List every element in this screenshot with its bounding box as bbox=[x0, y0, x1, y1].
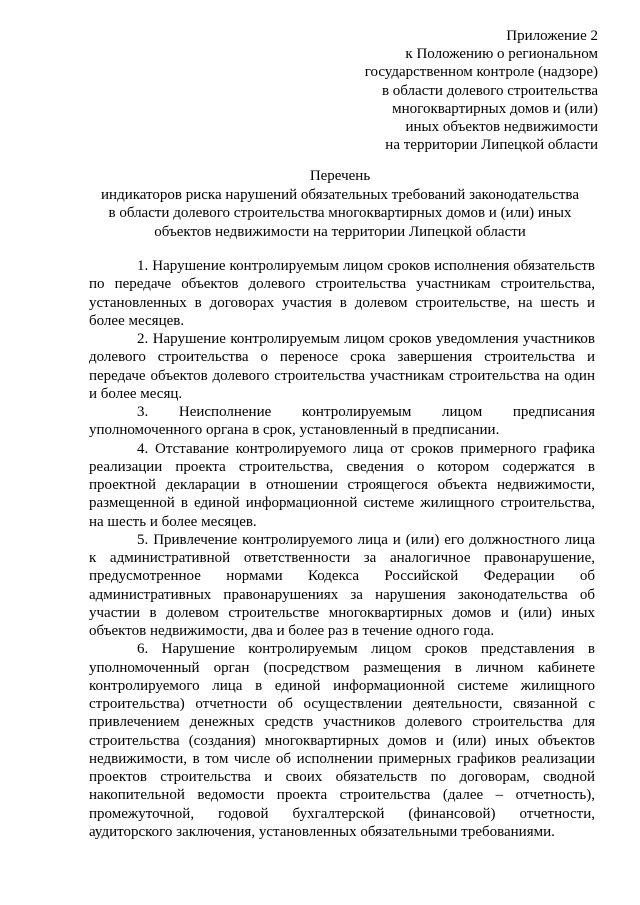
appendix-line: Приложение 2 bbox=[506, 28, 598, 44]
appendix-line: в области долевого строительства bbox=[381, 82, 598, 99]
appendix-line: иных объектов недвижимости bbox=[405, 119, 598, 136]
appendix-line: государственном контроле (надзоре) bbox=[364, 64, 598, 81]
indicator-item-5: 5. Привлечение контролируемого лица и (или) его должностного лица к административной ответственности за аналогичное правонарушение, предусмотренное нормами Кодекса Российской Федерации об административных правонарушениях за нарушения законодательства об участии в долевом строительстве многоквартирных домов и (или) иных объектов недвижимости, два и более раз в течение одного года. bbox=[89, 531, 595, 639]
document-title bbox=[60, 167, 620, 241]
title-line: Перечень bbox=[309, 168, 371, 184]
indicator-item-1: 1. Нарушение контролируемым лицом сроков исполнения обязательств по передаче объектов долевого строительства участникам строительства, установленных в договорах участия в долевом строительстве, на шесть и более месяцев. bbox=[89, 258, 595, 329]
title-line: индикаторов риска нарушений обязательных требований законодательства bbox=[101, 186, 579, 203]
indicator-item-2: 2. Нарушение контролируемым лицом сроков уведомления участников долевого строительства о переносе срока завершения строительства и передаче объектов долевого строительства участникам строительства на один и более месяц. bbox=[89, 331, 595, 402]
appendix-line: к Положению о региональном bbox=[405, 46, 598, 63]
indicator-item-3: 3. Неисполнение контролируемым лицом предписания уполномоченного органа в срок, установленный в предписании. bbox=[89, 404, 595, 439]
appendix-line: многоквартирных домов и (или) bbox=[392, 100, 598, 117]
title-line: в области долевого строительства многоквартирных домов и (или) иных bbox=[108, 205, 572, 221]
appendix-header bbox=[278, 27, 598, 154]
indicator-list bbox=[89, 257, 595, 841]
appendix-line: на территории Липецкой области bbox=[385, 137, 598, 154]
indicator-item-4: 4. Отставание контролируемого лица от сроков примерного графика реализации проекта строительства, сведения о котором содержатся в проектной декларации в отношении строящегося объекта недвижимости, размещенной в единой информационной системе жилищного строительства, на шесть и более месяцев. bbox=[89, 440, 595, 530]
title-line: объектов недвижимости на территории Липецкой области bbox=[154, 223, 526, 240]
indicator-item-6: 6. Нарушение контролируемым лицом сроков представления в уполномоченный орган (посредством размещения в личном кабинете контролируемого лица в единой информационной системе жилищного строительства) отчетности об осуществлении деятельности, связанной с привлечением денежных средств участников долевого строительства для строительства (создания) многоквартирных домов и (или) иных объектов недвижимости, в том числе об исполнении примерных графиков реализации проектов строительства и своих обязательств по договорам, сводной накопительной ведомости проекта строительства (далее – отчетность), промежуточной, годовой бухгалтерской (финансовой) отчетности, аудиторского заключения, установленных обязательными требованиями. bbox=[89, 641, 595, 840]
